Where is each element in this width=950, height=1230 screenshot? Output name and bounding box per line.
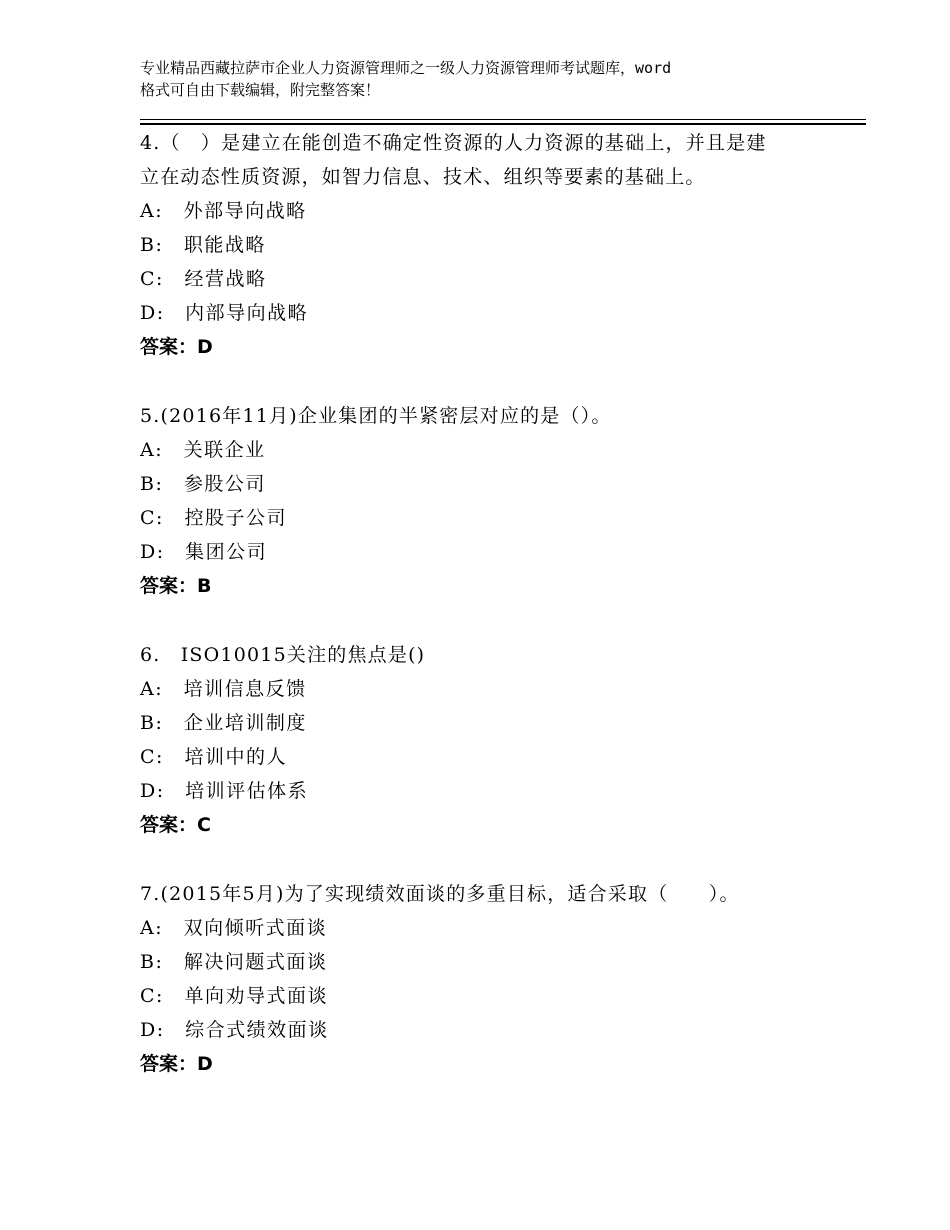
- question-7: [140, 877, 840, 1081]
- question-4: [140, 126, 840, 364]
- question-5: [140, 399, 840, 603]
- question-stem-line: 立在动态性质资源，如智力信息、技术、组织等要素的基础上。: [140, 166, 706, 188]
- option-d: D: 内部导向战略: [140, 302, 309, 324]
- answer-line: 答案：D: [140, 1053, 213, 1075]
- option-c: C: 培训中的人: [140, 746, 287, 768]
- answer-line: 答案：B: [140, 575, 212, 597]
- document-header: [140, 57, 840, 101]
- option-b: B: 解决问题式面谈: [140, 951, 328, 973]
- option-b: B: 职能战略: [140, 234, 266, 256]
- option-a: A: 关联企业: [140, 439, 266, 461]
- header-divider-thick: [140, 123, 866, 125]
- option-a: A: 培训信息反馈: [140, 678, 307, 700]
- header-divider-thin: [140, 119, 866, 120]
- question-stem-line: 6. ISO10015关注的焦点是(): [140, 644, 426, 666]
- question-stem-line: 5.(2016年11月)企业集团的半紧密层对应的是（）。: [140, 405, 612, 427]
- option-c: C: 控股子公司: [140, 507, 287, 529]
- option-a: A: 外部导向战略: [140, 200, 307, 222]
- header-line-2: 格式可自由下载编辑，附完整答案！: [140, 81, 381, 99]
- option-d: D: 培训评估体系: [140, 780, 309, 802]
- option-b: B: 参股公司: [140, 473, 266, 495]
- option-c: C: 经营战略: [140, 268, 267, 290]
- answer-line: 答案：C: [140, 814, 211, 836]
- answer-line: 答案：D: [140, 336, 213, 358]
- question-stem-line: 7.(2015年5月)为了实现绩效面谈的多重目标，适合采取（ ）。: [140, 883, 740, 905]
- option-a: A: 双向倾听式面谈: [140, 917, 328, 939]
- option-b: B: 企业培训制度: [140, 712, 307, 734]
- option-d: D: 综合式绩效面谈: [140, 1019, 329, 1041]
- question-6: [140, 638, 840, 842]
- option-c: C: 单向劝导式面谈: [140, 985, 328, 1007]
- header-line-1: 专业精品西藏拉萨市企业人力资源管理师之一级人力资源管理师考试题库，word: [140, 59, 672, 77]
- question-stem-line: 4.（ ）是建立在能创造不确定性资源的人力资源的基础上，并且是建: [140, 132, 767, 154]
- option-d: D: 集团公司: [140, 541, 268, 563]
